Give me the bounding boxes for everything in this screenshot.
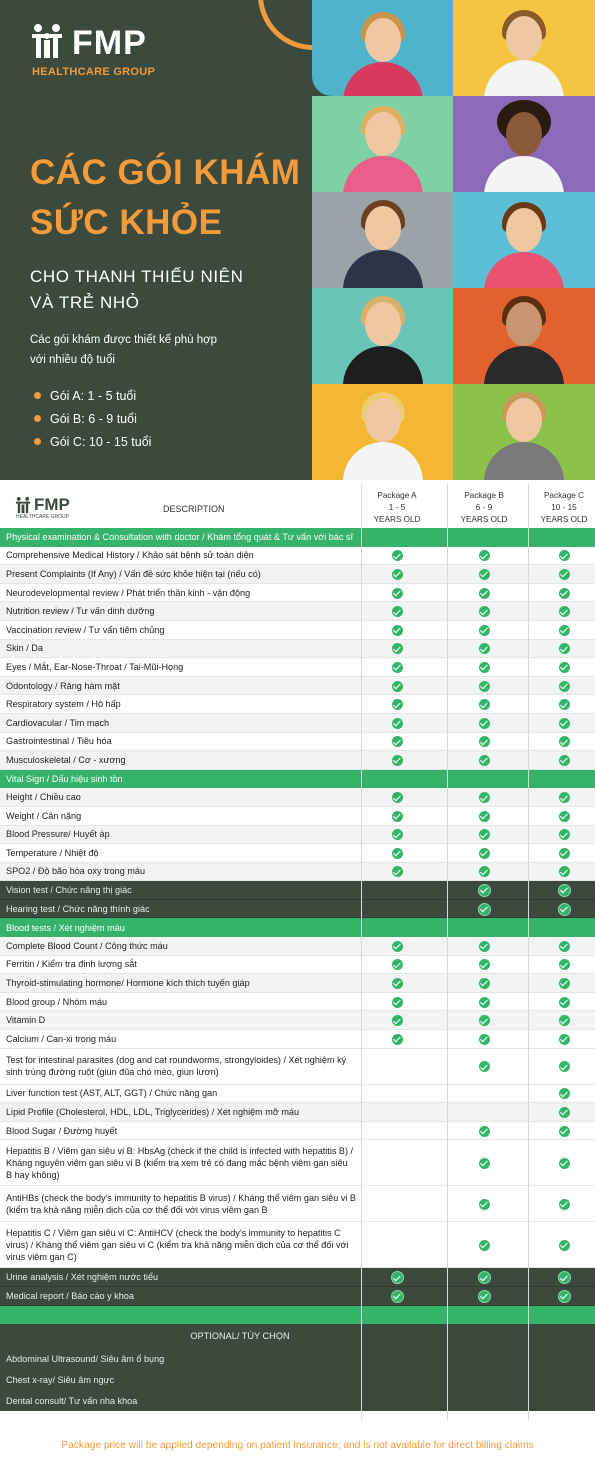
package-ages: 1 - 5 — [388, 503, 406, 512]
check-icon — [392, 959, 403, 970]
table-row — [0, 584, 595, 603]
child-photo — [312, 96, 453, 192]
check-icon — [559, 997, 570, 1008]
check-icon — [479, 792, 490, 803]
package-name: Package C — [543, 491, 585, 500]
package-name: Package A — [377, 491, 417, 500]
check-icon — [479, 866, 490, 877]
column-divider — [447, 484, 448, 1420]
check-icon — [479, 681, 490, 692]
row-label: Weight / Cân nặng — [6, 810, 82, 821]
check-icon — [559, 941, 570, 952]
check-icon — [559, 736, 570, 747]
hero-subtitle — [30, 264, 310, 316]
row-label: Liver function test (AST, ALT, GGT) / Chức năng gan — [6, 1088, 218, 1099]
row-label: Nutrition review / Tư vấn dinh dưỡng — [6, 606, 155, 617]
table-row — [0, 695, 595, 714]
check-icon — [559, 662, 570, 673]
check-icon — [559, 792, 570, 803]
check-icon — [392, 1291, 403, 1302]
row-label: Blood Pressure/ Huyết áp — [6, 829, 110, 840]
row-label: SPO2 / Độ bão hòa oxy trong máu — [6, 866, 146, 877]
check-icon — [392, 755, 403, 766]
check-icon — [479, 811, 490, 822]
table-body — [0, 528, 595, 1324]
table-row — [0, 1268, 595, 1287]
row-label: Blood group / Nhóm máu — [6, 996, 108, 1007]
table-row — [0, 788, 595, 807]
table-row — [0, 807, 595, 826]
description-header: DESCRIPTION — [163, 504, 225, 514]
table-row — [0, 1030, 595, 1049]
check-icon — [559, 848, 570, 859]
check-icon — [392, 829, 403, 840]
check-icon — [392, 1034, 403, 1045]
check-icon — [559, 1061, 570, 1072]
check-icon — [559, 1291, 570, 1302]
check-icon — [479, 829, 490, 840]
package-ages: 6 - 9 — [475, 503, 493, 512]
check-icon — [479, 588, 490, 599]
check-icon — [392, 997, 403, 1008]
row-label: Vision test / Chức năng thị giác — [6, 885, 132, 896]
check-icon — [559, 1158, 570, 1169]
row-label: Calcium / Can-xi trong máu — [6, 1033, 117, 1044]
check-icon — [559, 1199, 570, 1210]
check-icon — [479, 755, 490, 766]
table-row — [0, 956, 595, 975]
column-divider — [528, 484, 529, 1420]
bullet-label: Gói C: 10 - 15 tuổi — [50, 434, 152, 449]
package-unit: YEARS OLD — [373, 515, 421, 524]
bullet-dot-icon — [34, 392, 41, 399]
check-icon — [392, 662, 403, 673]
check-icon — [479, 848, 490, 859]
row-label: Neurodevelopmental review / Phát triển thần kinh - vận động — [6, 587, 251, 598]
check-icon — [392, 643, 403, 654]
package-name: Package B — [464, 491, 504, 500]
table-row — [0, 1140, 595, 1186]
table-row — [0, 937, 595, 956]
child-photo — [453, 96, 595, 192]
table-row — [0, 974, 595, 993]
check-icon — [559, 681, 570, 692]
hero-desc-line: với nhiều độ tuổi — [30, 354, 115, 366]
section-header-row — [0, 918, 595, 937]
logo-icon — [28, 22, 66, 60]
hero-title-line: SỨC KHỎE — [30, 203, 223, 242]
table-row — [0, 677, 595, 696]
check-icon — [392, 625, 403, 636]
check-icon — [392, 736, 403, 747]
child-photo — [312, 192, 453, 288]
check-icon — [392, 699, 403, 710]
table-row — [0, 1122, 595, 1141]
row-label: Odontology / Răng hàm mặt — [6, 680, 120, 691]
check-icon — [559, 885, 570, 896]
row-label: Respiratory system / Hô hấp — [6, 699, 121, 710]
row-label: Temperature / Nhiệt độ — [6, 847, 99, 858]
price-note: Package price will be applied depending on patient insurance; and is not available for direct billing claims — [0, 1424, 595, 1466]
child-photo — [312, 0, 453, 96]
hero-desc-line: Các gói khám được thiết kế phù hợp — [30, 334, 218, 346]
row-label: Test for intestinal parasites (dog and cat roundworms, strongyloides) / Xét nghiệm ký sinh trùng đường ruột (giun đũa chó mèo, giun lươn) — [6, 1055, 347, 1078]
row-label: Urine analysis / Xét nghiệm nước tiểu — [6, 1272, 159, 1283]
row-label: Blood Sugar / Đường huyết — [6, 1125, 118, 1136]
row-label: Hepatitis C / Viêm gan siêu vi C: AntiHCV (check the body's immunity to hepatitis C virus) / Kháng thể viêm gan siêu vi C (kiểm tra khả năng miễn dịch của cơ thể đối với virus viêm gan C) — [6, 1227, 349, 1262]
table-row — [0, 1103, 595, 1122]
table-row — [0, 714, 595, 733]
hero-title — [30, 148, 310, 248]
check-icon — [479, 736, 490, 747]
table-logo-subtitle: HEALTHCARE GROUP — [16, 514, 69, 520]
check-icon — [559, 643, 570, 654]
row-label: Vital Sign / Dấu hiệu sinh tồn — [6, 774, 123, 785]
table-row — [0, 1049, 595, 1085]
package-a-header — [362, 490, 432, 526]
package-unit: YEARS OLD — [460, 515, 508, 524]
check-icon — [559, 625, 570, 636]
package-age-item — [34, 384, 151, 407]
check-icon — [559, 1240, 570, 1251]
check-icon — [392, 718, 403, 729]
row-label: Thyroid-stimulating hormone/ Hormone kích thích tuyến giáp — [6, 978, 250, 989]
table-row — [0, 881, 595, 900]
check-icon — [479, 1061, 490, 1072]
child-photo — [312, 384, 453, 480]
check-icon — [559, 755, 570, 766]
table-row — [0, 751, 595, 770]
check-icon — [559, 550, 570, 561]
check-icon — [559, 1272, 570, 1283]
check-icon — [559, 1088, 570, 1099]
check-icon — [559, 959, 570, 970]
check-icon — [392, 1015, 403, 1026]
table-row — [0, 1085, 595, 1104]
check-icon — [559, 1107, 570, 1118]
check-icon — [559, 1015, 570, 1026]
check-icon — [559, 606, 570, 617]
table-row — [0, 640, 595, 659]
row-label: Skin / Da — [6, 643, 43, 654]
row-label: Comprehensive Medical History / Khảo sát bệnh sử toàn diện — [6, 550, 254, 561]
package-ages: 10 - 15 — [551, 503, 577, 512]
check-icon — [479, 1015, 490, 1026]
row-label: Gastrointestinal / Tiêu hóa — [6, 736, 112, 747]
section-header-row — [0, 528, 595, 547]
check-icon — [479, 550, 490, 561]
check-icon — [392, 569, 403, 580]
brand-subtitle: HEALTHCARE GROUP — [32, 66, 156, 78]
check-icon — [559, 1034, 570, 1045]
check-icon — [479, 662, 490, 673]
row-label: Vaccination review / Tư vấn tiêm chủng — [6, 624, 165, 635]
table-row — [0, 1186, 595, 1222]
bullet-dot-icon — [34, 438, 41, 445]
row-label: Vitamin D — [6, 1015, 46, 1026]
package-age-item — [34, 430, 151, 453]
child-photo — [312, 288, 453, 384]
table-header — [0, 484, 595, 528]
optional-section — [0, 1324, 595, 1411]
row-label: Present Complaints (If Any) / Vấn đề sức khỏe hiện tại (nếu có) — [6, 568, 261, 579]
check-icon — [392, 550, 403, 561]
check-icon — [559, 829, 570, 840]
check-icon — [392, 681, 403, 692]
row-label: Musculoskeletal / Cơ - xương — [6, 754, 126, 765]
check-icon — [479, 1126, 490, 1137]
check-icon — [392, 866, 403, 877]
table-row — [0, 547, 595, 566]
check-icon — [479, 1240, 490, 1251]
check-icon — [392, 1272, 403, 1283]
check-icon — [392, 811, 403, 822]
check-icon — [559, 811, 570, 822]
table-row — [0, 844, 595, 863]
check-icon — [479, 1272, 490, 1283]
optional-item: Dental consult/ Tư vấn nha khoa — [6, 1395, 138, 1406]
check-icon — [479, 625, 490, 636]
section-header-row — [0, 770, 595, 789]
check-icon — [479, 643, 490, 654]
check-icon — [392, 978, 403, 989]
table-row — [0, 826, 595, 845]
child-photo — [453, 0, 595, 96]
children-photo-grid — [312, 0, 595, 480]
hero-description — [30, 330, 280, 370]
check-icon — [479, 978, 490, 989]
check-icon — [559, 569, 570, 580]
table-row — [0, 863, 595, 882]
check-icon — [392, 588, 403, 599]
child-photo — [453, 384, 595, 480]
row-label: Cardiovacular / Tim mạch — [6, 717, 110, 728]
check-icon — [479, 569, 490, 580]
check-icon — [479, 885, 490, 896]
hero-banner — [0, 0, 595, 480]
check-icon — [559, 904, 570, 915]
optional-item: Chest x-ray/ Siêu âm ngực — [6, 1374, 115, 1385]
row-label: Height / Chiều cao — [6, 792, 81, 803]
package-b-header — [449, 490, 519, 526]
table-logo — [14, 495, 70, 520]
row-label: Physical examination & Consultation with doctor / Khám tổng quát & Tư vấn với bác sĩ — [6, 532, 354, 543]
check-icon — [479, 997, 490, 1008]
table-logo-name: FMP — [34, 495, 70, 514]
check-icon — [479, 699, 490, 710]
check-icon — [479, 1291, 490, 1302]
table-row — [0, 900, 595, 919]
check-icon — [392, 606, 403, 617]
child-photo — [453, 192, 595, 288]
check-icon — [392, 792, 403, 803]
check-icon — [479, 904, 490, 915]
table-row — [0, 565, 595, 584]
hero-subtitle-line: CHO THANH THIẾU NIÊN — [30, 267, 244, 286]
check-icon — [559, 718, 570, 729]
table-row — [0, 733, 595, 752]
brand-name: FMP — [72, 24, 147, 62]
package-age-item — [34, 407, 151, 430]
row-label: Blood tests / Xét nghiệm máu — [6, 922, 125, 933]
check-icon — [479, 718, 490, 729]
row-label: Medical report / Báo cáo y khoa — [6, 1290, 134, 1301]
check-icon — [479, 1034, 490, 1045]
table-row — [0, 1287, 595, 1306]
section-header-row — [0, 1306, 595, 1325]
check-icon — [479, 1199, 490, 1210]
check-icon — [559, 588, 570, 599]
package-comparison-table — [0, 484, 595, 1411]
row-label: Ferritin / Kiểm tra định lượng sắt — [6, 959, 137, 970]
row-label: AntiHBs (check the body's immunity to hepatitis B virus) / Kháng thể viêm gan siêu vi B (kiểm tra khả năng miễn dịch của cơ thể đối với virus viêm gan B — [6, 1192, 356, 1215]
bullet-label: Gói A: 1 - 5 tuổi — [50, 388, 137, 403]
logo-icon — [14, 496, 32, 514]
package-c-header — [529, 490, 595, 526]
check-icon — [559, 978, 570, 989]
check-icon — [559, 699, 570, 710]
bullet-label: Gói B: 6 - 9 tuổi — [50, 411, 137, 426]
row-label: Hearing test / Chức năng thính giác — [6, 903, 150, 914]
check-icon — [559, 866, 570, 877]
table-row — [0, 658, 595, 677]
bullet-dot-icon — [34, 415, 41, 422]
table-row — [0, 602, 595, 621]
package-unit: YEARS OLD — [540, 515, 588, 524]
table-row — [0, 1011, 595, 1030]
check-icon — [479, 1158, 490, 1169]
row-label: Eyes / Mắt, Ear-Nose-Throat / Tai-Mũi-Họng — [6, 661, 184, 672]
check-icon — [392, 848, 403, 859]
package-age-list — [34, 384, 151, 453]
check-icon — [479, 606, 490, 617]
row-label: Complete Blood Count / Công thức máu — [6, 940, 168, 951]
table-row — [0, 1222, 595, 1268]
optional-title: OPTIONAL/ TÙY CHỌN — [190, 1331, 290, 1342]
table-row — [0, 621, 595, 640]
optional-item: Abdominal Ultrasound/ Siêu âm ổ bụng — [6, 1353, 165, 1364]
hero-subtitle-line: VÀ TRẺ NHỎ — [30, 293, 140, 312]
column-divider — [361, 484, 362, 1420]
hero-title-line: CÁC GÓI KHÁM — [30, 153, 301, 192]
child-photo — [453, 288, 595, 384]
check-icon — [479, 959, 490, 970]
row-label: Lipid Profile (Cholesterol, HDL, LDL, Triglycerides) / Xét nghiệm mỡ máu — [6, 1107, 300, 1118]
check-icon — [479, 941, 490, 952]
row-label: Hepatitis B / Viêm gan siêu vi B: HbsAg (check if the child is infected with hepatitis B) / Kháng nguyên viêm gan siêu vi B (kiểm tra xem trẻ có đang mắc bệnh viêm gan siêu B hay không) — [6, 1145, 354, 1180]
check-icon — [392, 941, 403, 952]
check-icon — [559, 1126, 570, 1137]
table-row — [0, 993, 595, 1012]
